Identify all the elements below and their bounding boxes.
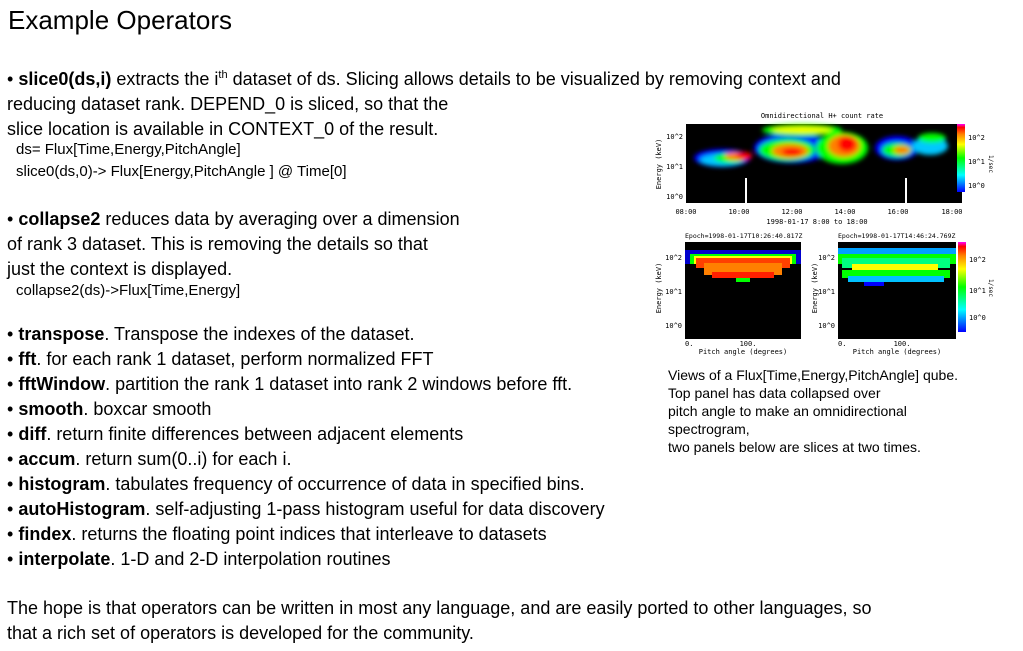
operator-desc: . Transpose the indexes of the dataset. [104, 324, 415, 344]
operator-desc: . boxcar smooth [83, 399, 212, 419]
closing-line2: that a rich set of operators is developed for the community. [7, 623, 474, 643]
bullet: • [7, 349, 14, 369]
operator-name: smooth [18, 399, 84, 419]
x-tick-1000: 10:00 [728, 208, 750, 216]
right-pa-tick-0: 0. [838, 340, 847, 348]
operator-name: autoHistogram [18, 499, 146, 519]
operator-name: findex [18, 524, 72, 544]
left-y-tick-3: 10^0 [665, 322, 682, 330]
top-y-tick-2: 10^1 [666, 163, 683, 171]
operator-desc: . return sum(0..i) for each i. [75, 449, 292, 469]
x-tick-1400: 14:00 [834, 208, 856, 216]
left-pa-label: Pitch angle (degrees) [698, 348, 788, 356]
left-panel-title: Epoch=1998-01-17T10:26:40.817Z [685, 232, 803, 240]
x-tick-1800: 18:00 [941, 208, 963, 216]
bullet: • [7, 499, 14, 519]
slice-marker-1 [745, 178, 747, 203]
left-y-label: Energy (keV) [655, 262, 663, 314]
collapse-op-name: collapse2 [18, 209, 101, 229]
operator-desc: . tabulates frequency of occurrence of data in specified bins. [105, 474, 585, 494]
operator-interpolate [7, 548, 391, 570]
page-title: Example Operators [8, 5, 232, 35]
operator-fftwindow [7, 373, 572, 395]
bottom-cbar-label: 1/sec [987, 278, 994, 298]
cbar-tick-1: 10^2 [968, 134, 985, 142]
caption-line5: two panels below are slices at two times. [668, 439, 921, 455]
right-pa-tick-100: 100. [893, 340, 911, 348]
operator-name: interpolate [18, 549, 111, 569]
right-y-tick-3: 10^0 [818, 322, 835, 330]
operator-name: diff [18, 424, 47, 444]
top-panel-title: Omnidirectional H+ count rate [760, 112, 884, 120]
slice-op-name: slice0(ds,i) [18, 69, 112, 89]
bottom-colorbar [958, 242, 966, 332]
x-tick-1600: 16:00 [887, 208, 909, 216]
x-tick-0800: 08:00 [675, 208, 697, 216]
bottom-cbar-tick-1: 10^2 [969, 256, 986, 264]
bullet: • [7, 449, 14, 469]
operator-desc: . self-adjusting 1-pass histogram useful for data discovery [145, 499, 605, 519]
top-x-label: 1998-01-17 8:00 to 18:00 [766, 218, 868, 226]
bullet: • [7, 424, 14, 444]
right-y-label: Energy (keV) [811, 262, 819, 314]
slice-text-a: extracts the i [111, 69, 219, 89]
flux-figure [652, 108, 997, 360]
operator-name: accum [18, 449, 76, 469]
slice-line2: reducing dataset rank. DEPEND_0 is sliced, so that the [7, 94, 449, 114]
operator-name: transpose [18, 324, 105, 344]
operator-transpose [7, 323, 415, 345]
operator-smooth [7, 398, 211, 420]
cbar-tick-3: 10^0 [968, 182, 985, 190]
collapse-bullet [7, 208, 460, 230]
operator-diff [7, 423, 463, 445]
operator-autohistogram [7, 498, 605, 520]
slice-bullet [7, 68, 841, 90]
top-y-tick-1: 10^2 [666, 133, 683, 141]
slice-line3: slice location is available in CONTEXT_0 of the result. [7, 119, 439, 139]
bullet: • [7, 474, 14, 494]
collapse-code1: collapse2(ds)->Flux[Time,Energy] [16, 282, 241, 299]
top-y-label: Energy (keV) [655, 138, 663, 190]
bullet: • [7, 324, 14, 344]
slice-code2: slice0(ds,0)-> Flux[Energy,PitchAngle ] @ Time[0] [16, 163, 347, 180]
top-y-tick-3: 10^0 [666, 193, 683, 201]
operator-accum [7, 448, 291, 470]
operator-fft [7, 348, 433, 370]
caption-line2: Top panel has data collapsed over [668, 385, 881, 401]
caption-line3: pitch angle to make an omnidirectional [668, 403, 907, 419]
operator-name: histogram [18, 474, 106, 494]
slice-code1: ds= Flux[Time,Energy,PitchAngle] [16, 141, 241, 158]
cbar-label: 1/sec [987, 154, 994, 174]
left-y-tick-1: 10^2 [665, 254, 682, 262]
operator-findex [7, 523, 547, 545]
operator-name: fft [18, 349, 37, 369]
x-tick-1200: 12:00 [781, 208, 803, 216]
cbar-tick-2: 10^1 [968, 158, 985, 166]
right-y-tick-2: 10^1 [818, 288, 835, 296]
bullet: • [7, 399, 14, 419]
operator-desc: . return finite differences between adjacent elements [46, 424, 464, 444]
operator-histogram [7, 473, 585, 495]
right-panel-title: Epoch=1998-01-17T14:46:24.769Z [838, 232, 956, 240]
right-pa-label: Pitch angle (degrees) [852, 348, 942, 356]
operator-desc: . for each rank 1 dataset, perform normalized FFT [36, 349, 434, 369]
operator-desc: . 1-D and 2-D interpolation routines [110, 549, 391, 569]
bullet: • [7, 209, 14, 229]
operator-name: fftWindow [18, 374, 106, 394]
operator-desc: . returns the floating point indices that interleave to datasets [71, 524, 547, 544]
left-pa-tick-100: 100. [739, 340, 757, 348]
operator-desc: . partition the rank 1 dataset into rank 2 windows before fft. [105, 374, 573, 394]
slice-marker-2 [905, 178, 907, 203]
collapse-line2: of rank 3 dataset. This is removing the details so that [7, 234, 428, 254]
collapse-line3: just the context is displayed. [7, 259, 233, 279]
bullet: • [7, 374, 14, 394]
slice-text-b: dataset of ds. Slicing allows details to be visualized by removing context and [227, 69, 841, 89]
closing-line1: The hope is that operators can be written in most any language, and are easily ported to other languages, so [7, 598, 872, 618]
left-y-tick-2: 10^1 [665, 288, 682, 296]
top-colorbar [957, 124, 965, 192]
right-y-tick-1: 10^2 [818, 254, 835, 262]
caption-line4: spectrogram, [668, 421, 750, 437]
bullet: • [7, 549, 14, 569]
bottom-cbar-tick-3: 10^0 [969, 314, 986, 322]
slice-sup: th [218, 69, 228, 81]
collapse-text: reduces data by averaging over a dimension [100, 209, 460, 229]
bottom-cbar-tick-2: 10^1 [969, 287, 986, 295]
top-x-ticks [675, 208, 962, 216]
caption-line1: Views of a Flux[Time,Energy,PitchAngle] qube. [668, 367, 958, 383]
left-pa-tick-0: 0. [685, 340, 694, 348]
bullet: • [7, 524, 14, 544]
bullet: • [7, 69, 14, 89]
